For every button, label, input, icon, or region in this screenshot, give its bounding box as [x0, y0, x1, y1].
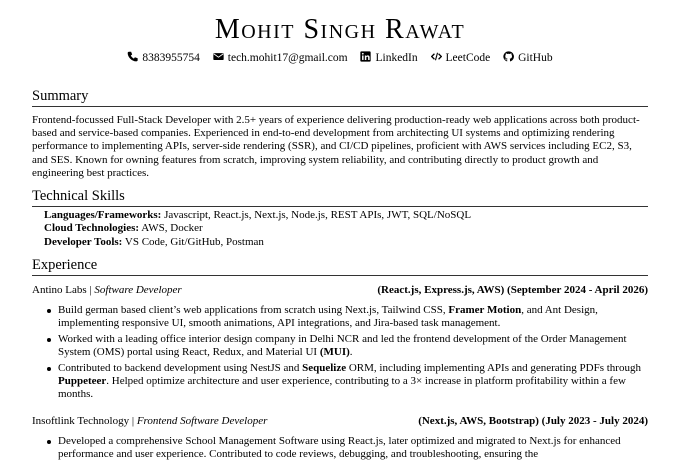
github-icon [503, 51, 514, 62]
contact-github-text: GitHub [518, 52, 553, 64]
list-item: Worked with a leading office interior design company in Delhi NCR and led the frontend development of the Order Management System (OMS) portal using React, Redux, and Material UI (MUI). [32, 333, 648, 359]
skills-value: AWS, Docker [141, 222, 203, 235]
section-title-summary: Summary [32, 88, 648, 107]
job-company: Insoftlink Technology [32, 415, 130, 427]
skills-row [44, 236, 648, 249]
section-title-experience: Experience [32, 257, 648, 276]
job-bullets [32, 435, 648, 464]
skills-label: Cloud Technologies: [44, 222, 140, 235]
list-item: Developed a comprehensive School Management Software using React.js, later optimized and migrated to Next.js for enhanced performance and user experience. Contributed to code reviews, debugging, and troubleshooting, ensuring the [32, 435, 648, 461]
job-company: Antino Labs [32, 284, 87, 296]
list-item: Build german based client’s web applications from scratch using Next.js, Tailwind CSS, Framer Motion, and Ant Design, implementing responsive UI, smooth animations, API integrations, and Jira-based task management. [32, 304, 648, 330]
contact-email-text: tech.mohit17@gmail.com [227, 52, 348, 64]
contact-phone[interactable] [127, 51, 200, 65]
resume-name: Mohit Singh Rawat [214, 14, 466, 45]
job-separator: | [131, 415, 135, 427]
skills-value: Javascript, React.js, Next.js, Node.js, REST APIs, JWT, SQL/NoSQL [164, 209, 472, 221]
job-stack: (Next.js, AWS, Bootstrap) [418, 415, 539, 427]
contact-leetcode[interactable] [431, 51, 491, 65]
contact-bar [0, 51, 680, 65]
skills-label: Developer Tools: [44, 235, 123, 248]
job-header [32, 415, 648, 428]
job-meta [377, 284, 648, 297]
skills-value: VS Code, Git/GitHub, Postman [124, 235, 264, 248]
job-role: Frontend Software Developer [136, 415, 268, 427]
contact-linkedin[interactable] [360, 51, 417, 65]
contact-phone-text: 8383955754 [142, 52, 200, 64]
skills-list [44, 209, 648, 249]
job-bullets [32, 304, 648, 404]
envelope-icon [213, 51, 224, 62]
list-item: Contributed to backend development using NestJS and Sequelize ORM, including implementing APIs and generating PDFs through Puppeteer. Helped optimize architecture and user experience, contributing to a 3× increase in platform profitability within a few months. [32, 362, 648, 401]
summary-text: Frontend-focussed Full-Stack Developer with 2.5+ years of experience delivering production-ready web applications across both product-based and service-based companies. Experienced in end-to-end development from architecting UI systems and optimizing rendering performance to implementing APIs, server-side rendering (SSR), and CI/CD pipelines, proficient with AWS services including EC2, S3, and SES. Known for owning features from scratch, improving system reliability, and contributing directly to product growth and engineering best practices. [32, 114, 640, 179]
linkedin-icon [360, 51, 371, 62]
job-dates: (September 2024 - April 2026) [507, 284, 648, 296]
job-header [32, 284, 648, 297]
contact-github[interactable] [503, 51, 553, 65]
skills-row [44, 209, 648, 222]
job-role: Software Developer [94, 284, 182, 296]
job-title-line [32, 415, 267, 428]
contact-leetcode-text: LeetCode [445, 52, 491, 64]
job-stack: (React.js, Express.js, AWS) [377, 284, 505, 296]
phone-icon [127, 51, 138, 62]
code-icon [431, 51, 442, 62]
skills-label: Languages/Frameworks: [44, 209, 162, 221]
contact-linkedin-text: LinkedIn [375, 52, 418, 64]
job-dates: (July 2023 - July 2024) [541, 415, 648, 427]
job-meta [418, 415, 648, 428]
job-title-line [32, 284, 182, 297]
contact-email[interactable] [213, 51, 348, 65]
skills-row [44, 222, 648, 235]
section-title-skills: Technical Skills [32, 188, 648, 207]
job-separator: | [89, 284, 92, 296]
